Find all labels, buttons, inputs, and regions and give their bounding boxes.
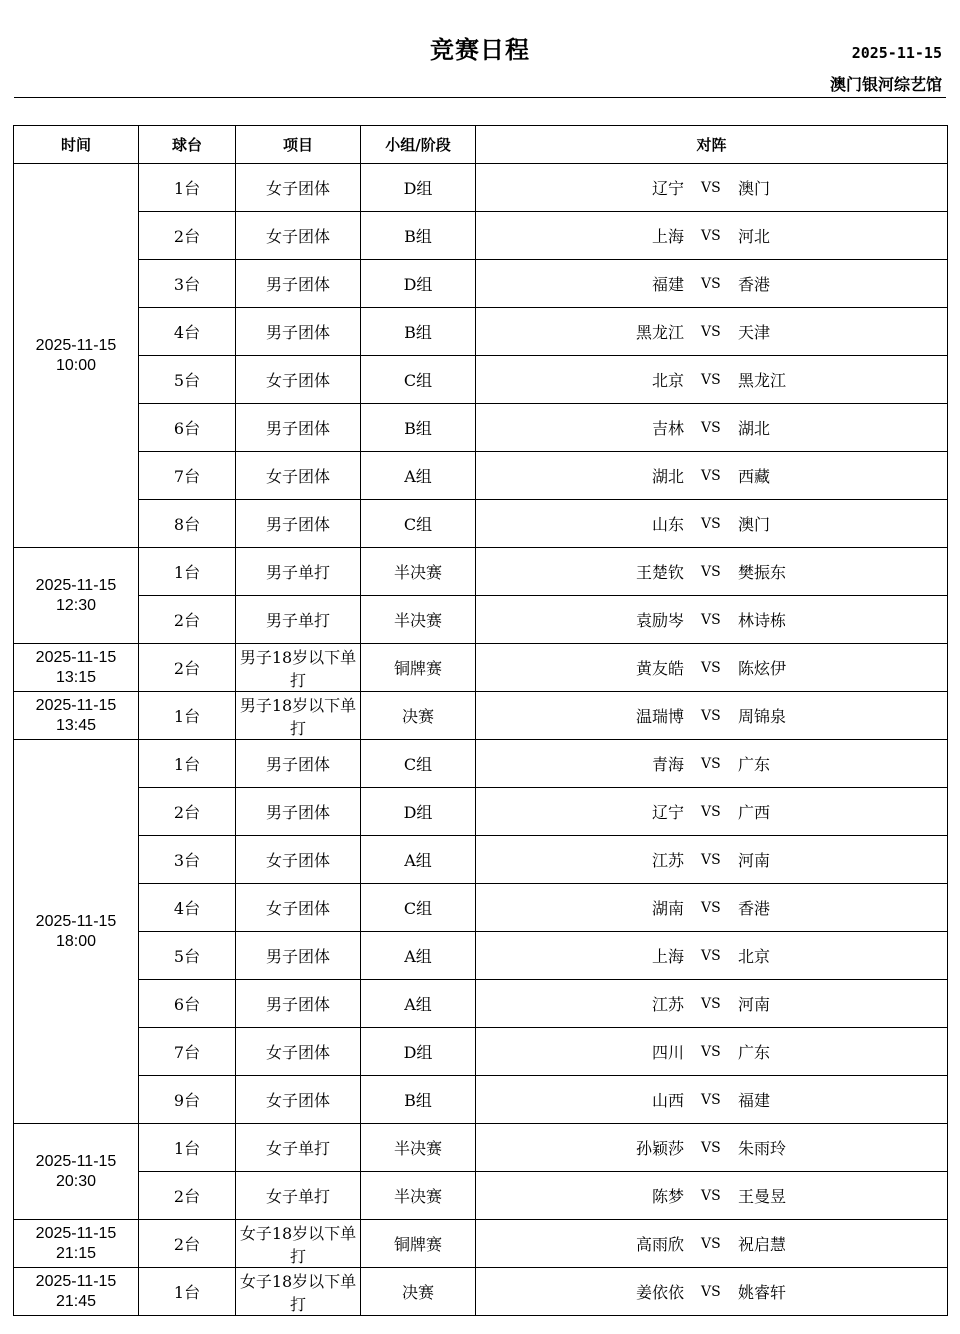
event-cell: 女子团体 (236, 884, 361, 932)
header-divider (14, 97, 946, 98)
table-number-cell: 9台 (139, 1076, 236, 1124)
time-clock: 10:00 (55, 356, 97, 374)
table-row (14, 1028, 948, 1076)
matchup-cell (476, 1172, 948, 1220)
stage-cell: 铜牌赛 (361, 644, 476, 692)
time-clock: 13:15 (55, 668, 97, 686)
versus-label: VS (701, 323, 721, 340)
team-b: 河南 (738, 995, 771, 1014)
versus-label: VS (701, 707, 721, 724)
matchup-cell (476, 212, 948, 260)
time-clock: 13:45 (55, 716, 97, 734)
time-date: 2025-11-15 (35, 1224, 117, 1242)
event-cell: 男子18岁以下单打 (236, 644, 361, 692)
matchup-cell (476, 1220, 948, 1268)
stage-cell: 决赛 (361, 692, 476, 740)
table-row (14, 500, 948, 548)
table-number-cell: 1台 (139, 1124, 236, 1172)
team-a: 王楚钦 (635, 563, 684, 582)
matchup-cell (476, 596, 948, 644)
time-cell (14, 1220, 139, 1268)
table-row (14, 260, 948, 308)
table-number-cell: 2台 (139, 1220, 236, 1268)
versus-label: VS (701, 995, 721, 1012)
table-row (14, 788, 948, 836)
table-number-cell: 7台 (139, 1028, 236, 1076)
column-header-time: 时间 (14, 126, 139, 164)
matchup-cell (476, 260, 948, 308)
table-row (14, 1268, 948, 1316)
team-b: 福建 (738, 1091, 771, 1110)
team-b: 陈炫伊 (738, 659, 787, 678)
table-number-cell: 2台 (139, 596, 236, 644)
time-cell (14, 644, 139, 692)
matchup-cell (476, 884, 948, 932)
versus-label: VS (701, 947, 721, 964)
time-date: 2025-11-15 (35, 576, 117, 594)
matchup-cell (476, 500, 948, 548)
matchup-cell (476, 980, 948, 1028)
stage-cell: 决赛 (361, 1268, 476, 1316)
table-number-cell: 1台 (139, 164, 236, 212)
team-a: 袁励岑 (635, 611, 684, 630)
team-b: 黑龙江 (738, 371, 787, 390)
table-row (14, 404, 948, 452)
team-b: 广东 (738, 1043, 771, 1062)
schedule-body (14, 164, 948, 1316)
event-cell: 女子团体 (236, 212, 361, 260)
team-a: 山东 (651, 515, 684, 534)
table-row (14, 356, 948, 404)
stage-cell: 半决赛 (361, 1172, 476, 1220)
versus-label: VS (701, 1187, 721, 1204)
table-row (14, 308, 948, 356)
table-number-cell: 2台 (139, 644, 236, 692)
stage-cell: C组 (361, 356, 476, 404)
versus-label: VS (701, 1043, 721, 1060)
team-a: 福建 (651, 275, 684, 294)
team-a: 吉林 (651, 419, 684, 438)
table-number-cell: 2台 (139, 212, 236, 260)
table-row (14, 932, 948, 980)
event-cell: 女子团体 (236, 452, 361, 500)
time-date: 2025-11-15 (35, 1152, 117, 1170)
table-number-cell: 3台 (139, 836, 236, 884)
event-cell: 男子团体 (236, 260, 361, 308)
stage-cell: D组 (361, 164, 476, 212)
stage-cell: C组 (361, 884, 476, 932)
stage-cell: A组 (361, 980, 476, 1028)
schedule-table (13, 125, 948, 1316)
column-header-stage: 小组/阶段 (361, 126, 476, 164)
table-row (14, 548, 948, 596)
event-cell: 女子单打 (236, 1124, 361, 1172)
stage-cell: A组 (361, 932, 476, 980)
team-a: 陈梦 (651, 1187, 684, 1206)
event-cell: 男子团体 (236, 500, 361, 548)
team-b: 北京 (738, 947, 771, 966)
time-date: 2025-11-15 (35, 912, 117, 930)
team-b: 樊振东 (738, 563, 787, 582)
time-clock: 20:30 (55, 1172, 97, 1190)
team-b: 林诗栋 (738, 611, 787, 630)
team-a: 姜依依 (635, 1283, 684, 1302)
table-number-cell: 1台 (139, 1268, 236, 1316)
matchup-cell (476, 452, 948, 500)
team-b: 香港 (738, 275, 771, 294)
stage-cell: 半决赛 (361, 1124, 476, 1172)
stage-cell: D组 (361, 260, 476, 308)
event-cell: 女子单打 (236, 1172, 361, 1220)
versus-label: VS (701, 803, 721, 820)
stage-cell: D组 (361, 1028, 476, 1076)
matchup-cell (476, 356, 948, 404)
team-b: 河南 (738, 851, 771, 870)
team-b: 周锦泉 (738, 707, 787, 726)
stage-cell: B组 (361, 1076, 476, 1124)
time-cell (14, 740, 139, 1124)
team-a: 孙颖莎 (635, 1139, 684, 1158)
time-cell (14, 1124, 139, 1220)
team-a: 北京 (651, 371, 684, 390)
team-a: 湖北 (651, 467, 684, 486)
team-a: 江苏 (651, 851, 684, 870)
versus-label: VS (701, 659, 721, 676)
time-clock: 21:15 (55, 1244, 97, 1262)
event-cell: 女子团体 (236, 356, 361, 404)
header-venue: 澳门银河综艺馆 (829, 75, 942, 94)
event-cell: 女子团体 (236, 164, 361, 212)
versus-label: VS (701, 419, 721, 436)
team-a: 高雨欣 (635, 1235, 684, 1254)
table-row (14, 884, 948, 932)
table-row (14, 1124, 948, 1172)
table-number-cell: 7台 (139, 452, 236, 500)
versus-label: VS (701, 179, 721, 196)
time-cell (14, 1268, 139, 1316)
event-cell: 女子18岁以下单打 (236, 1220, 361, 1268)
team-a: 辽宁 (651, 179, 684, 198)
event-cell: 男子团体 (236, 740, 361, 788)
versus-label: VS (701, 755, 721, 772)
team-a: 江苏 (651, 995, 684, 1014)
stage-cell: B组 (361, 212, 476, 260)
matchup-cell (476, 404, 948, 452)
stage-cell: 半决赛 (361, 596, 476, 644)
versus-label: VS (701, 275, 721, 292)
time-date: 2025-11-15 (35, 648, 117, 666)
team-a: 温瑞博 (635, 707, 684, 726)
table-number-cell: 4台 (139, 884, 236, 932)
team-a: 上海 (651, 947, 684, 966)
stage-cell: D组 (361, 788, 476, 836)
matchup-cell (476, 548, 948, 596)
event-cell: 女子团体 (236, 836, 361, 884)
team-b: 天津 (738, 323, 771, 342)
stage-cell: A组 (361, 452, 476, 500)
event-cell: 男子单打 (236, 548, 361, 596)
matchup-cell (476, 644, 948, 692)
team-b: 姚睿轩 (738, 1283, 787, 1302)
table-row (14, 980, 948, 1028)
stage-cell: B组 (361, 308, 476, 356)
time-clock: 21:45 (55, 1292, 97, 1310)
team-a: 黄友皓 (635, 659, 684, 678)
table-row (14, 1076, 948, 1124)
table-number-cell: 1台 (139, 740, 236, 788)
table-number-cell: 2台 (139, 1172, 236, 1220)
team-a: 山西 (651, 1091, 684, 1110)
time-clock: 12:30 (55, 596, 97, 614)
versus-label: VS (701, 1091, 721, 1108)
event-cell: 男子团体 (236, 980, 361, 1028)
table-row (14, 644, 948, 692)
stage-cell: C组 (361, 740, 476, 788)
table-number-cell: 2台 (139, 788, 236, 836)
stage-cell: 半决赛 (361, 548, 476, 596)
matchup-cell (476, 1028, 948, 1076)
table-number-cell: 1台 (139, 692, 236, 740)
header-date: 2025-11-15 (851, 44, 942, 62)
team-b: 湖北 (738, 419, 771, 438)
versus-label: VS (701, 563, 721, 580)
page-title: 竞赛日程 (430, 36, 530, 64)
matchup-cell (476, 836, 948, 884)
versus-label: VS (701, 515, 721, 532)
event-cell: 男子18岁以下单打 (236, 692, 361, 740)
event-cell: 女子团体 (236, 1076, 361, 1124)
versus-label: VS (701, 371, 721, 388)
stage-cell: B组 (361, 404, 476, 452)
matchup-cell (476, 1076, 948, 1124)
column-header-table: 球台 (139, 126, 236, 164)
event-cell: 男子团体 (236, 404, 361, 452)
matchup-cell (476, 788, 948, 836)
team-b: 王曼昱 (738, 1187, 787, 1206)
matchup-cell (476, 1268, 948, 1316)
versus-label: VS (701, 227, 721, 244)
versus-label: VS (701, 851, 721, 868)
table-number-cell: 5台 (139, 356, 236, 404)
table-number-cell: 3台 (139, 260, 236, 308)
versus-label: VS (701, 1235, 721, 1252)
versus-label: VS (701, 467, 721, 484)
team-b: 香港 (738, 899, 771, 918)
matchup-cell (476, 692, 948, 740)
table-row (14, 692, 948, 740)
table-row (14, 452, 948, 500)
time-clock: 18:00 (55, 932, 97, 950)
table-number-cell: 5台 (139, 932, 236, 980)
column-header-event: 项目 (236, 126, 361, 164)
matchup-cell (476, 1124, 948, 1172)
time-cell (14, 164, 139, 548)
table-row (14, 212, 948, 260)
team-a: 辽宁 (651, 803, 684, 822)
matchup-cell (476, 740, 948, 788)
team-b: 河北 (738, 227, 771, 246)
stage-cell: A组 (361, 836, 476, 884)
versus-label: VS (701, 899, 721, 916)
event-cell: 女子团体 (236, 1028, 361, 1076)
header-row (14, 126, 948, 164)
time-cell (14, 548, 139, 644)
table-row (14, 836, 948, 884)
team-b: 朱雨玲 (738, 1139, 787, 1158)
event-cell: 男子团体 (236, 308, 361, 356)
table-number-cell: 6台 (139, 404, 236, 452)
table-row (14, 596, 948, 644)
team-b: 广东 (738, 755, 771, 774)
matchup-cell (476, 308, 948, 356)
event-cell: 男子单打 (236, 596, 361, 644)
team-b: 广西 (738, 803, 771, 822)
table-number-cell: 1台 (139, 548, 236, 596)
time-date: 2025-11-15 (35, 696, 117, 714)
table-row (14, 1172, 948, 1220)
team-a: 黑龙江 (635, 323, 684, 342)
event-cell: 男子团体 (236, 788, 361, 836)
table-number-cell: 4台 (139, 308, 236, 356)
stage-cell: C组 (361, 500, 476, 548)
table-row (14, 740, 948, 788)
team-b: 澳门 (738, 179, 771, 198)
team-a: 湖南 (651, 899, 684, 918)
table-row (14, 1220, 948, 1268)
time-cell (14, 692, 139, 740)
table-number-cell: 6台 (139, 980, 236, 1028)
versus-label: VS (701, 1139, 721, 1156)
team-a: 四川 (651, 1043, 684, 1062)
team-a: 青海 (651, 755, 684, 774)
event-cell: 男子团体 (236, 932, 361, 980)
matchup-cell (476, 932, 948, 980)
versus-label: VS (701, 1283, 721, 1300)
team-a: 上海 (651, 227, 684, 246)
column-header-matchup: 对阵 (476, 126, 948, 164)
time-date: 2025-11-15 (35, 1272, 117, 1290)
time-date: 2025-11-15 (35, 336, 117, 354)
versus-label: VS (701, 611, 721, 628)
table-number-cell: 8台 (139, 500, 236, 548)
team-b: 祝启慧 (738, 1235, 787, 1254)
stage-cell: 铜牌赛 (361, 1220, 476, 1268)
table-row (14, 164, 948, 212)
page-header (0, 0, 960, 100)
team-b: 西藏 (738, 467, 771, 486)
event-cell: 女子18岁以下单打 (236, 1268, 361, 1316)
team-b: 澳门 (738, 515, 771, 534)
matchup-cell (476, 164, 948, 212)
